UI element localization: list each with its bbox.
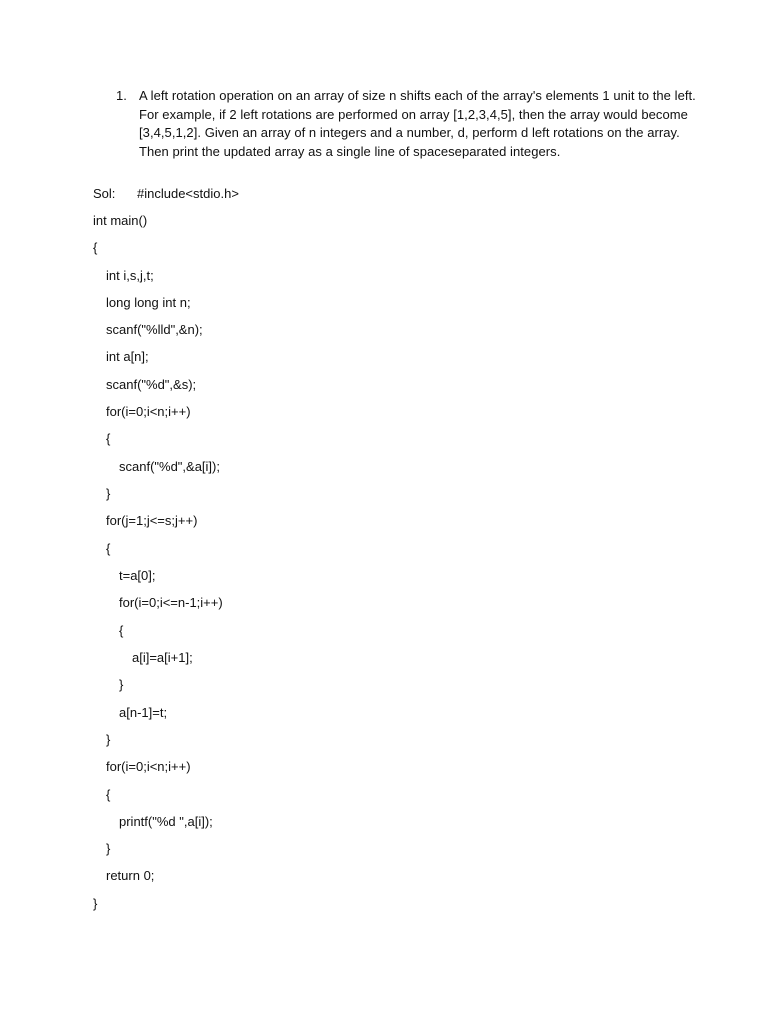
code-line: } xyxy=(93,896,98,911)
include-directive: #include<stdio.h> xyxy=(137,186,239,201)
code-line: scanf("%d",&a[i]); xyxy=(119,459,220,474)
code-line: for(i=0;i<n;i++) xyxy=(106,404,191,419)
code-line: int main() xyxy=(93,213,148,228)
code-line: printf("%d ",a[i]); xyxy=(119,814,213,829)
code-line: { xyxy=(106,431,111,446)
code-line: return 0; xyxy=(106,868,155,883)
code-line: for(i=0;i<n;i++) xyxy=(106,759,191,774)
solution-label: Sol: xyxy=(93,186,116,201)
code-line: scanf("%d",&s); xyxy=(106,377,197,392)
question-item xyxy=(116,87,696,161)
code-line: for(j=1;j<=s;j++) xyxy=(106,513,198,528)
code-line: { xyxy=(93,240,98,255)
code-line: a[i]=a[i+1]; xyxy=(132,650,193,665)
code-line: long long int n; xyxy=(106,295,191,310)
question-number: 1. xyxy=(116,88,127,103)
code-line: for(i=0;i<=n-1;i++) xyxy=(119,595,223,610)
code-line: int i,s,j,t; xyxy=(106,268,154,283)
code-line: a[n-1]=t; xyxy=(119,705,168,720)
code-line: { xyxy=(106,541,111,556)
code-line: { xyxy=(106,787,111,802)
code-line: } xyxy=(106,841,111,856)
question-text: A left rotation operation on an array of size n shifts each of the array's elements 1 unit to the left. For example, if 2 left rotations are performed on array [1,2,3,4,5], then the array would become [3,4,5,1,2]. Given an array of n integers and a number, d, perform d left rotations on the array. Then print the updated array as a single line of spaceseparated integers. xyxy=(139,88,696,159)
code-line: int a[n]; xyxy=(106,349,149,364)
code-line: t=a[0]; xyxy=(119,568,156,583)
code-line: { xyxy=(119,623,124,638)
code-line: scanf("%lld",&n); xyxy=(106,322,203,337)
code-line: } xyxy=(119,677,124,692)
code-line: } xyxy=(106,732,111,747)
code-line: } xyxy=(106,486,111,501)
